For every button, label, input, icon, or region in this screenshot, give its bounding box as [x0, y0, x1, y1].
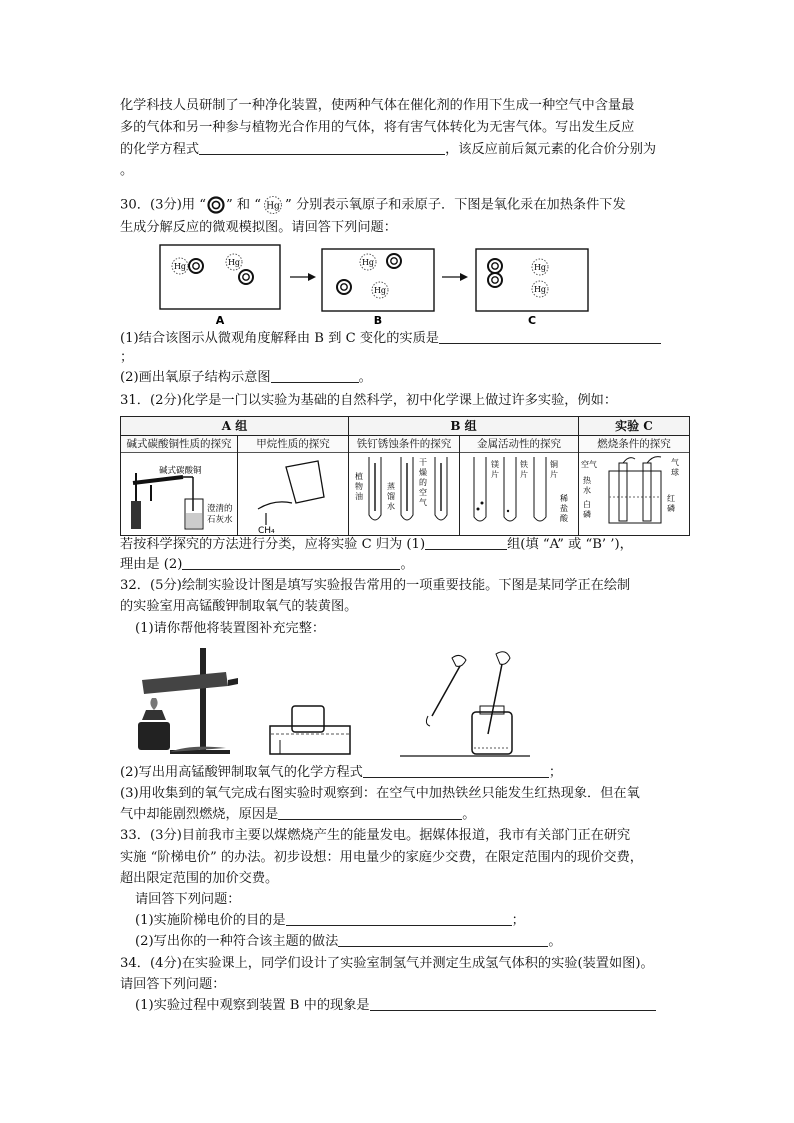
arrow-2-head: [460, 273, 468, 281]
mercury-atom-icon-label: Hg: [266, 201, 280, 212]
q30-sub1-end: ；: [120, 350, 134, 365]
alcohol-lamp: [138, 722, 170, 750]
c-label-9: 磷: [667, 504, 675, 513]
q30-sub2-text: (2)画出氧原子结构示意图: [120, 370, 271, 385]
hg-label: Hg: [533, 263, 547, 272]
b1-label-6: 水: [387, 502, 395, 511]
q33-sub1: [135, 912, 525, 930]
hgo-molecule-a2: [226, 254, 253, 284]
q30-line-2: 生成分解反应的微观模拟图。请回答下列问题：: [120, 220, 397, 235]
intro-line-2: 多的气体和另一种参与植物光合作用的气体，将有害气体转化为无害气体。写出发生反应: [120, 120, 635, 135]
hand-left: [452, 655, 466, 666]
iron-stand-rod: [200, 648, 206, 752]
q30-sub1: [120, 330, 661, 348]
c-label-5: 水: [583, 486, 591, 495]
q31-ans-1-end: 组(填 “A” 或 “B’ ’)，: [507, 537, 633, 552]
arrow-1-head: [308, 273, 316, 281]
q32-sub2-text: (2)写出用高锰酸钾制取氧气的化学方程式: [120, 765, 363, 780]
c-label-1: 空气: [581, 460, 597, 469]
flame: [150, 698, 157, 710]
q31-ans-1: [120, 536, 633, 554]
q33-sub2: [135, 933, 562, 951]
o-atom: [387, 254, 401, 268]
q32-sub2: [120, 764, 562, 782]
intro-line-4: 。: [120, 163, 134, 178]
b2-label-2: 片: [491, 470, 499, 479]
label-b: B: [373, 314, 383, 327]
a2-label: CH₄: [258, 526, 275, 535]
q32-sub3-end: 。: [462, 807, 476, 822]
mercury-atom-icon: [261, 196, 285, 214]
label-c: C: [527, 314, 537, 327]
q33-line-1: 33．(3分)目前我市主要以煤燃烧产生的能量发电。据媒体报道，我市有关部门正在研究: [120, 828, 631, 843]
experiment-b2-figure: [460, 453, 578, 535]
tongs-right: [488, 664, 502, 734]
test-tube: [142, 672, 228, 694]
exp-title-a1: 碱式碳酸铜性质的探究: [121, 436, 237, 453]
model-box-c: [476, 249, 588, 311]
answer-blank-q33-2[interactable]: [338, 933, 548, 947]
exp-cell-a1: [121, 436, 238, 536]
intro-line-3-text-b: ，该反应前后氮元素的化合价分别为: [445, 142, 657, 157]
q32-line-1: 32．(5分)绘制实验设计图是填写实验报告常用的一项重要技能。下图是某同学正在绘制: [120, 578, 631, 593]
b1-label-2: 物: [355, 482, 363, 491]
b1-label-3: 油: [355, 492, 363, 501]
q30-line-1-c: ” 分别表示氧原子和汞原子．下图是氧化汞在加热条件下发: [285, 197, 626, 213]
q32-sub2-end: ；: [548, 765, 563, 780]
experiment-a1-figure: [121, 453, 237, 535]
q31-line-1: 31．(2分)化学是一门以实验为基础的自然科学，初中化学课上做过许多实验，例如：: [120, 393, 618, 408]
q30-sub2-end: 。: [358, 370, 372, 385]
q33-sub1-end: ；: [511, 913, 525, 928]
c-label-3: 球: [671, 468, 679, 477]
q32-sub1: (1)请你帮他将装置图补充完整：: [135, 621, 326, 636]
q34-sub1: [135, 997, 656, 1015]
c-label-8: 红: [667, 494, 675, 503]
answer-blank-q31-1[interactable]: [425, 536, 507, 550]
q31-ans-2-end: 。: [400, 557, 414, 572]
group-c-header: 实验 C: [579, 417, 690, 436]
b1-label-1: 植: [355, 472, 363, 481]
exp-title-b2: 金属活动性的探究: [460, 436, 578, 453]
answer-blank-q34-1[interactable]: [370, 997, 656, 1011]
b1-label-10: 空: [419, 488, 427, 497]
c-label-6: 白: [583, 500, 591, 509]
oxygen-apparatus-figure: [130, 640, 530, 762]
o2-molecule-1: [488, 259, 502, 287]
q30-sub2: [120, 369, 372, 387]
q30-line-1-b: ” 和 “: [225, 197, 262, 213]
b2-label-4: 片: [520, 470, 528, 479]
experiment-c-figure: [579, 453, 689, 535]
q34-sub1-text: (1)实验过程中观察到装置 B 中的现象是: [135, 998, 370, 1013]
q33-sub2-end: 。: [548, 934, 562, 949]
water-trough: [270, 726, 350, 754]
exp-cell-c: [579, 436, 690, 536]
b2-label-3: 铁: [520, 460, 528, 469]
q31-ans-1-text: 若按科学探究的方法进行分类，应将实验 C 归为 (1): [120, 537, 426, 552]
hg-label: Hg: [373, 286, 387, 295]
gas-bottle: [292, 706, 324, 732]
micro-model-figure: [150, 243, 590, 328]
model-box-a: [160, 245, 280, 309]
b2-label-1: 镁: [491, 460, 499, 469]
a1-label-1: 碱式碳酸铜: [159, 466, 202, 476]
hg-label: Hg: [361, 258, 375, 267]
b2-label-8: 盐: [560, 504, 568, 513]
exp-cell-b2: [460, 436, 579, 536]
b2-label-9: 酸: [560, 514, 568, 523]
q34-line-2: 请回答下列问题：: [120, 977, 226, 992]
q32-line-2: 的实验室用高锰酸钾制取氧气的装黄图。: [120, 599, 358, 614]
b1-label-5: 馏: [387, 492, 395, 501]
q34-line-1: 34．(4分)在实验课上，同学们设计了实验室制氢气并测定生成氢气体积的实验(装置如图)。: [120, 956, 654, 971]
experiment-b1-figure: [349, 453, 459, 535]
intro-line-1: 化学科技人员研制了一种净化装置，使两种气体在催化剂的作用下生成一种空气中含量最: [120, 98, 635, 113]
q30-line-1: [120, 196, 626, 215]
answer-blank-equation[interactable]: [199, 141, 445, 155]
c-label-7: 磷: [583, 510, 591, 519]
label-a: A: [215, 314, 225, 327]
exp-cell-b1: [349, 436, 460, 536]
model-box-b: [322, 249, 434, 311]
b2-label-5: 铜: [550, 460, 558, 469]
hg-label: Hg: [533, 285, 547, 294]
intro-line-3-text-a: 的化学方程式: [120, 142, 200, 157]
q32-sub3-line-1: (3)用收集到的氧气完成右图实验时观察到：在空气中加热铁丝只能发生红热现象．但在氧: [120, 786, 640, 801]
group-a-header: A 组: [121, 417, 349, 436]
a1-label-2: 澄清的: [207, 504, 233, 514]
q33-sub2-text: (2)写出你的一种符合该主题的做法: [135, 934, 339, 949]
q31-ans-2-text: 理由是 (2): [120, 557, 183, 572]
q31-ans-2: [120, 556, 414, 574]
q33-line-3: 超出限定范围的加价交费。: [120, 871, 279, 886]
hgo-molecule-a1: [172, 258, 203, 274]
q32-sub3-line-2: [120, 806, 475, 824]
b1-label-11: 气: [419, 498, 427, 507]
hg-label: Hg: [227, 258, 241, 267]
answer-blank-q33-1[interactable]: [286, 912, 512, 926]
q32-sub3-text: 气中却能剧烈燃烧，原因是: [120, 807, 279, 822]
experiment-table: [120, 416, 690, 536]
c-label-2: 气: [671, 458, 679, 467]
answer-blank-q31-2[interactable]: [182, 556, 400, 570]
intro-line-3: [120, 141, 656, 159]
oxygen-atom-icon: [206, 196, 226, 214]
hand-right: [496, 652, 510, 665]
b2-label-7: 稀: [560, 494, 568, 503]
answer-blank-q32-3[interactable]: [278, 806, 462, 820]
c-label-4: 热: [583, 476, 591, 485]
exp-title-b1: 铁钉锈蚀条件的探究: [349, 436, 459, 453]
q33-sub1-text: (1)实施阶梯电价的目的是: [135, 913, 286, 928]
answer-blank-q30-1[interactable]: [439, 330, 661, 344]
q30-line-1-a: 30．(3分)用 “: [120, 197, 206, 213]
q30-sub1-text: (1)结合该图示从微观角度解释由 B 到 C 变化的实质是: [120, 331, 439, 346]
o-atom: [337, 280, 351, 294]
answer-blank-q30-2[interactable]: [271, 369, 359, 383]
lamp-top: [142, 710, 166, 720]
b1-label-4: 蒸: [387, 482, 395, 491]
tongs-left: [432, 666, 460, 716]
b2-label-6: 片: [550, 470, 558, 479]
b1-label-7: 干: [419, 458, 427, 467]
q33-line-4: 请回答下列问题：: [135, 892, 241, 907]
experiment-a2-figure: [238, 453, 348, 535]
a1-label-3: 石灰水: [207, 515, 233, 525]
exp-title-c: 燃烧条件的探究: [579, 436, 689, 453]
exp-cell-a2: [238, 436, 349, 536]
b1-label-9: 的: [419, 478, 427, 487]
group-b-header: B 组: [349, 417, 579, 436]
hg-label: Hg: [173, 262, 187, 271]
answer-blank-q32-2[interactable]: [363, 764, 549, 778]
b1-label-8: 燥: [419, 468, 427, 477]
exp-title-a2: 甲烷性质的探究: [238, 436, 348, 453]
q33-line-2: 实施 “阶梯电价” 的办法。初步设想：用电量少的家庭少交费，在限定范围内的现价交费，: [120, 850, 643, 865]
